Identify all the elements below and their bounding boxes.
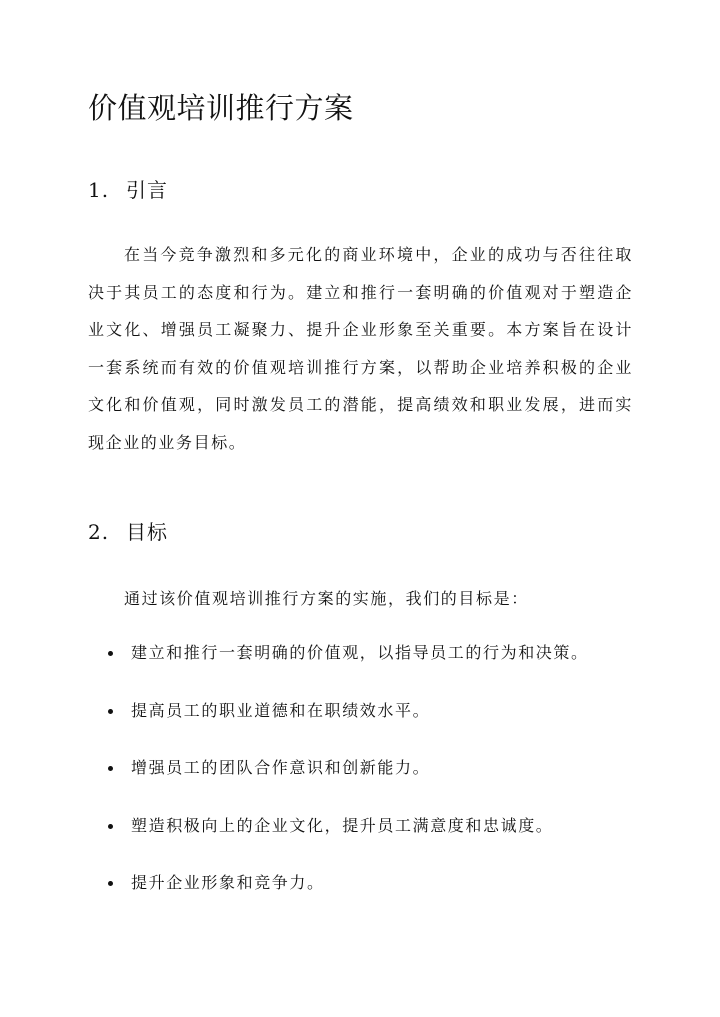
- list-item: [88, 638, 648, 696]
- bullet-icon: [108, 766, 113, 771]
- bullet-icon: [108, 651, 113, 656]
- section-heading-introduction: [88, 175, 168, 205]
- section-number: 2.: [88, 520, 110, 544]
- list-item-text: 提升企业形象和竞争力。: [131, 873, 325, 892]
- list-item: [88, 811, 648, 869]
- list-item-text: 建立和推行一套明确的价值观，以指导员工的行为和决策。: [131, 643, 589, 662]
- goals-intro-paragraph: 通过该价值观培训推行方案的实施，我们的目标是：: [124, 589, 529, 608]
- section-number: 1.: [88, 178, 110, 202]
- list-item-text: 塑造积极向上的企业文化，提升员工满意度和忠诚度。: [131, 815, 554, 835]
- document-title: 价值观培训推行方案: [88, 91, 354, 125]
- section-heading-goals: [88, 517, 168, 547]
- section-title: 引言: [126, 178, 168, 202]
- list-item: [88, 696, 648, 754]
- list-item-text: 增强员工的团队合作意识和创新能力。: [131, 758, 431, 777]
- list-item-text: 提高员工的职业道德和在职绩效水平。: [131, 700, 431, 720]
- bullet-icon: [108, 709, 113, 714]
- bullet-icon: [108, 824, 113, 829]
- section-title: 目标: [126, 520, 168, 544]
- bullet-icon: [108, 881, 113, 886]
- goals-list: [88, 638, 648, 926]
- introduction-paragraph: 在当今竞争激烈和多元化的商业环境中，企业的成功与否往往取决于其员工的态度和行为。建立和推行一套明确的价值观对于塑造企业文化、增强员工凝聚力、提升企业形象至关重要。本方案旨在设计一套系统而有效的价值观培训推行方案，以帮助企业培养积极的企业文化和价值观，同时激发员工的潜能，提高绩效和职业发展，进而实现企业的业务目标。: [88, 245, 633, 452]
- list-item: [88, 868, 648, 926]
- list-item: [88, 753, 648, 811]
